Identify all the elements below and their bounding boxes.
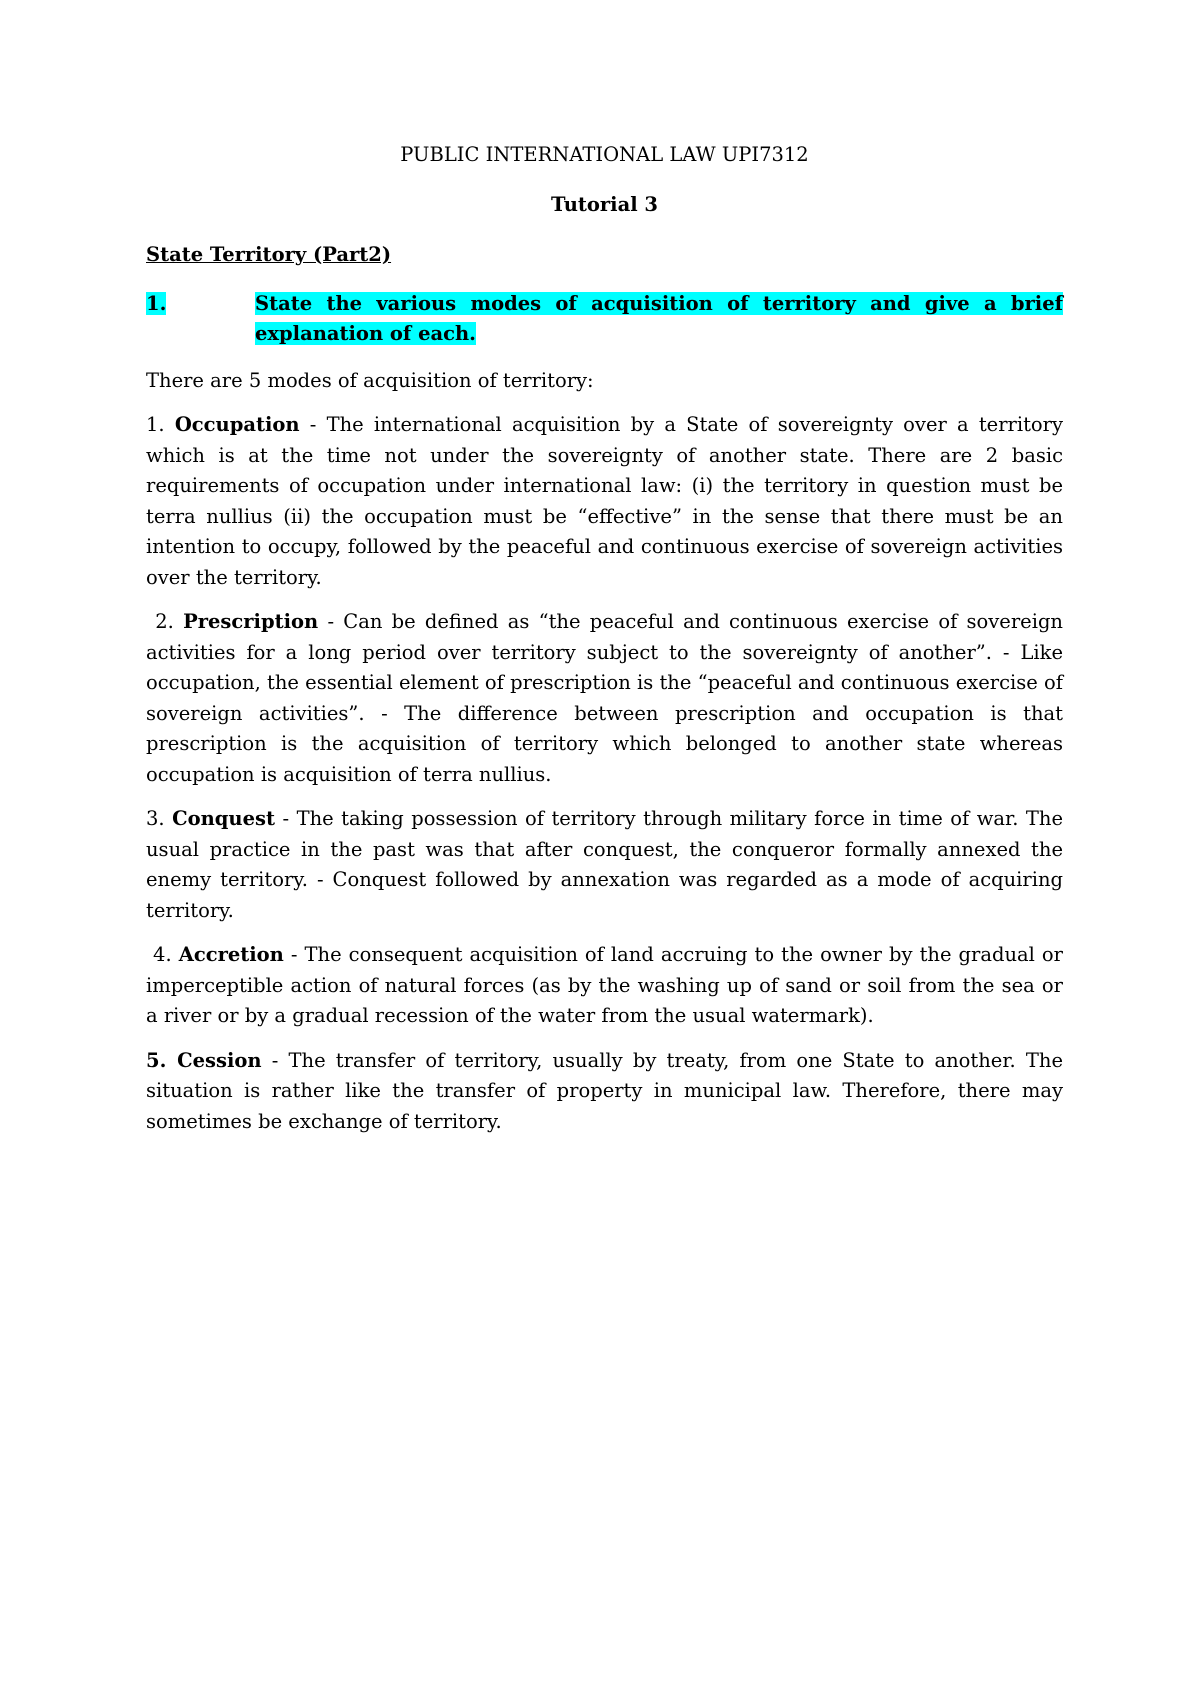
- mode-paragraph-occupation: [146, 410, 1063, 593]
- document-page: [146, 140, 1063, 1151]
- mode-term: Conquest: [172, 807, 276, 830]
- intro-paragraph: There are 5 modes of acquisition of territory:: [146, 368, 594, 392]
- mode-paragraph-conquest: [146, 804, 1063, 926]
- mode-paragraph-cession: [146, 1046, 1063, 1138]
- mode-body: - Can be defined as “the peaceful and continuous exercise of sovereign activities for a long period over territory subject to the sovereignty of another”. - Like occupation, the essential element of prescription is the “peaceful and continuous exercise of sovereign activities”. - The difference between prescription and occupation is that prescription is the acquisition of territory which belonged to another state whereas occupation is acquisition of terra nullius.: [146, 610, 1063, 786]
- mode-body: - The taking possession of territory through military force in time of war. The usual practice in the past was that after conquest, the conqueror formally annexed the enemy territory. - Conquest followed by annexation was regarded as a mode of acquiring territory.: [146, 807, 1063, 922]
- mode-number: 3.: [146, 807, 173, 830]
- mode-number: 5.: [146, 1048, 178, 1072]
- mode-paragraph-prescription: [146, 607, 1063, 790]
- question-item: [146, 289, 1063, 350]
- mode-term: Cession: [177, 1048, 262, 1072]
- mode-body: - The international acquisition by a State of sovereignty over a territory which is at the time not under the sovereignty of another state. There are 2 basic requirements of occupation under international law: (i) the territory in question must be terra nullius (ii) the occupation must be “effective” in the sense that there must be an intention to occupy, followed by the peaceful and continuous exercise of sovereign activities over the territory.: [146, 413, 1063, 589]
- mode-number: 4.: [146, 943, 179, 966]
- mode-term: Prescription: [183, 610, 319, 633]
- mode-term: Accretion: [178, 943, 284, 966]
- section-heading: State Territory (Part2): [146, 243, 392, 266]
- mode-body: - The transfer of territory, usually by treaty, from one State to another. The situation is rather like the transfer of property in municipal law. Therefore, there may sometimes be exchange of territory.: [146, 1048, 1063, 1133]
- mode-paragraph-accretion: [146, 940, 1063, 1032]
- mode-term: Occupation: [174, 413, 300, 436]
- tutorial-subtitle: Tutorial 3: [551, 192, 658, 216]
- mode-body: - The consequent acquisition of land accruing to the owner by the gradual or imperceptible action of natural forces (as by the washing up of sand or soil from the sea or a river or by a gradual recession of the water from the usual watermark).: [146, 943, 1063, 1027]
- mode-number: 1.: [146, 413, 175, 436]
- mode-number: 2.: [146, 610, 184, 633]
- document-title: PUBLIC INTERNATIONAL LAW UPI7312: [400, 143, 809, 166]
- question-text: State the various modes of acquisition of territory and give a brief explanation of each.: [255, 291, 1063, 345]
- question-number: 1.: [146, 291, 167, 315]
